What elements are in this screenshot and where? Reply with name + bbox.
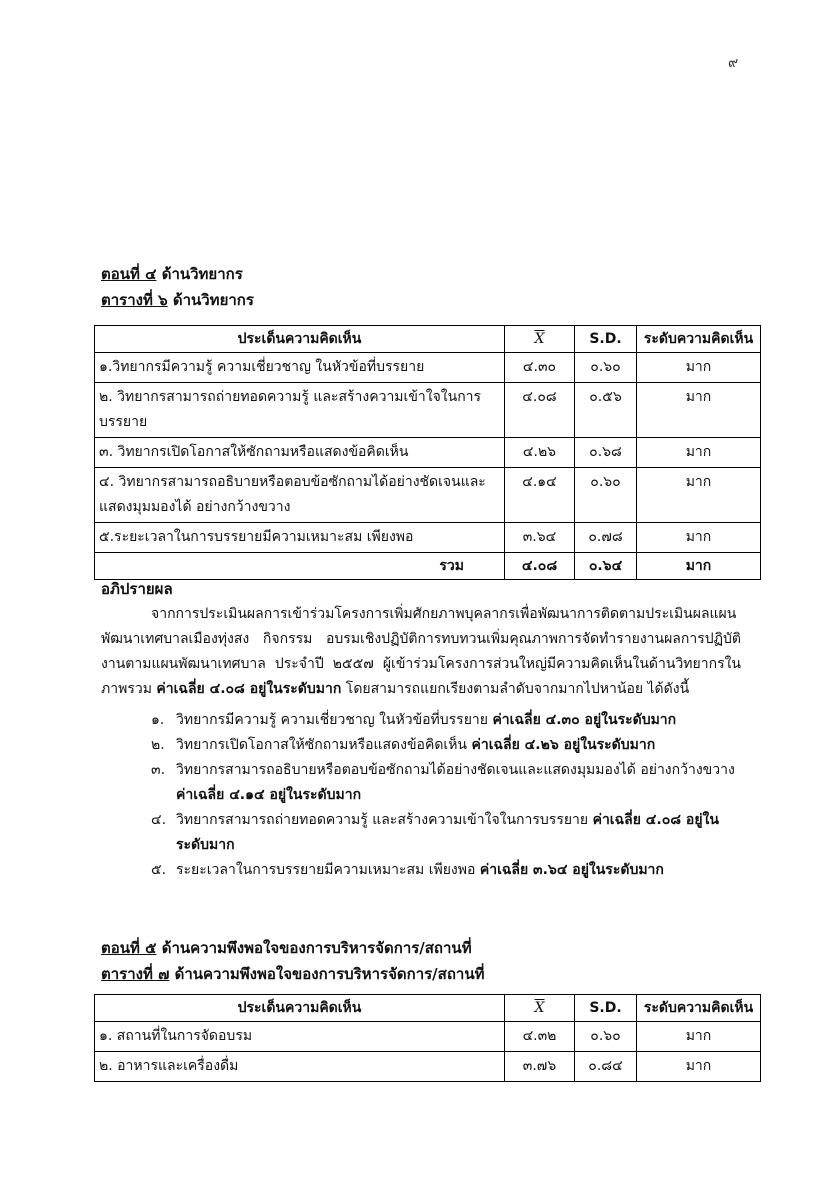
table-header-row [95,326,761,353]
mean-symbol: $\overline{X}$ [534,1000,545,1016]
header-sd: S.D. [575,995,637,1022]
item-text: วิทยากรมีความรู้ ความเชี่ยวชาญ ในหัวข้อที่บรรยาย [176,712,488,728]
row-sd: ๐.๖๐ [575,1022,637,1052]
item-number: ๔. [151,812,167,828]
total-mean: ๔.๐๘ [505,553,575,580]
discussion-overall-mean: ค่าเฉลี่ย ๔.๐๘ อยู่ในระดับมาก [156,681,342,697]
row-level: มาก [637,438,761,468]
total-level: มาก [637,553,761,580]
item-mean: ค่าเฉลี่ย ๔.๐๘ อยู่ในระดับมาก [176,812,719,853]
row-mean: ๔.๐๘ [505,383,575,438]
item-number: ๓. [151,762,166,778]
row-sd: ๐.๗๘ [575,523,637,553]
table6-heading [101,288,254,312]
row-level: มาก [637,468,761,523]
header-level: ระดับความคิดเห็น [637,995,761,1022]
total-sd: ๐.๖๔ [575,553,637,580]
table-row [95,1022,761,1052]
mean-symbol: $\overline{X}$ [534,331,545,347]
total-label: รวม [95,553,505,580]
part4-title: ด้านวิทยากร [161,265,243,283]
list-item [101,708,741,733]
part5-title: ด้านความพึงพอใจของการบริหารจัดการ/สถานที่ [161,939,472,957]
table7-heading [101,962,484,986]
row-sd: ๐.๕๖ [575,383,637,438]
header-issue: ประเด็นความคิดเห็น [95,326,505,353]
item-number: ๑. [151,712,165,728]
item-text: วิทยากรเปิดโอกาสให้ซักถามหรือแสดงข้อคิดเห็น [176,737,468,753]
row-mean: ๔.๓๒ [505,1022,575,1052]
row-level: มาก [637,523,761,553]
list-item [101,808,741,858]
item-mean: ค่าเฉลี่ย ๓.๖๔ อยู่ในระดับมาก [479,862,664,878]
row-level: มาก [637,1022,761,1052]
discussion-title: อภิปรายผล [101,580,173,598]
row-mean: ๔.๑๔ [505,468,575,523]
table-row [95,468,761,523]
table-row [95,1052,761,1082]
row-item: ๒. วิทยากรสามารถถ่ายทอดความรู้ และสร้างความเข้าใจในการบรรยาย [95,383,505,438]
row-item: ๑. สถานที่ในการจัดอบรม [95,1022,505,1052]
discussion-text-a: จากการประเมินผลการเข้าร่วมโครงการเพิ่มศักยภาพบุคลากรเพื่อพัฒนาการติดตามประเมินผลแผนพัฒนาเทศบาลเมืองทุ่งสง กิจกรรม อบรมเชิงปฏิบัติการทบทวนเพิ่มคุณภาพการจัดทำรายงานผลการปฏิบัติงานตามแผนพัฒนาเทศบาล ประจำปี ๒๕๕๗ ผู้เข้าร่วมโครงการส่วนใหญ่มีความคิดเห็นในด้านวิทยากรในภาพรวม [101,606,741,697]
table7-title: ด้านความพึงพอใจของการบริหารจัดการ/สถานที่ [174,965,485,983]
item-text: ระยะเวลาในการบรรยายมีความเหมาะสม เพียงพอ [176,862,476,878]
header-mean [505,326,575,353]
item-mean: ค่าเฉลี่ย ๔.๓๐ อยู่ในระดับมาก [492,712,677,728]
list-item [101,733,741,758]
list-item [101,858,741,883]
table-total-row [95,553,761,580]
table-row [95,383,761,438]
item-mean: ค่าเฉลี่ย ๔.๑๔ อยู่ในระดับมาก [176,787,362,803]
row-level: มาก [637,383,761,438]
row-item: ๒. อาหารและเครื่องดื่ม [95,1052,505,1082]
row-item: ๔. วิทยากรสามารถอธิบายหรือตอบข้อซักถามได้อย่างชัดเจนและแสดงมุมมองได้ อย่างกว้างขวาง [95,468,505,523]
part4-label: ตอนที่ ๔ [101,265,157,283]
table-row [95,353,761,383]
item-text: วิทยากรสามารถถ่ายทอดความรู้ และสร้างความเข้าใจในการบรรยาย [176,812,589,828]
row-mean: ๓.๖๔ [505,523,575,553]
list-item [101,758,741,808]
discussion-text-b: โดยสามารถแยกเรียงตามลำดับจากมากไปหาน้อย ได้ดังนี้ [345,681,690,697]
item-number: ๒. [151,737,165,753]
discussion-section [101,577,741,883]
row-mean: ๔.๓๐ [505,353,575,383]
table-6 [94,325,761,580]
discussion-paragraph [101,602,741,702]
header-mean [505,995,575,1022]
row-sd: ๐.๖๐ [575,353,637,383]
table-row [95,438,761,468]
table-7 [94,994,761,1082]
part5-heading [101,936,472,960]
part4-heading [101,262,243,286]
header-level: ระดับความคิดเห็น [637,326,761,353]
table7-label: ตารางที่ ๗ [101,965,170,983]
findings-list [101,708,741,883]
part5-label: ตอนที่ ๕ [101,939,157,957]
row-item: ๓. วิทยากรเปิดโอกาสให้ซักถามหรือแสดงข้อคิดเห็น [95,438,505,468]
row-item: ๕.ระยะเวลาในการบรรยายมีความเหมาะสม เพียงพอ [95,523,505,553]
row-sd: ๐.๘๔ [575,1052,637,1082]
row-level: มาก [637,353,761,383]
header-sd: S.D. [575,326,637,353]
row-item: ๑.วิทยากรมีความรู้ ความเชี่ยวชาญ ในหัวข้อที่บรรยาย [95,353,505,383]
table6-label: ตารางที่ ๖ [101,291,168,309]
table6-title: ด้านวิทยากร [172,291,254,309]
page-number: ๙ [728,55,739,71]
row-level: มาก [637,1052,761,1082]
row-sd: ๐.๖๐ [575,468,637,523]
item-mean: ค่าเฉลี่ย ๔.๒๖ อยู่ในระดับมาก [471,737,656,753]
table-row [95,523,761,553]
item-number: ๕. [151,862,167,878]
row-mean: ๔.๒๖ [505,438,575,468]
row-sd: ๐.๖๘ [575,438,637,468]
table-header-row [95,995,761,1022]
header-issue: ประเด็นความคิดเห็น [95,995,505,1022]
item-text: วิทยากรสามารถอธิบายหรือตอบข้อซักถามได้อย่างชัดเจนและแสดงมุมมองได้ อย่างกว้างขวาง [176,762,735,778]
row-mean: ๓.๗๖ [505,1052,575,1082]
